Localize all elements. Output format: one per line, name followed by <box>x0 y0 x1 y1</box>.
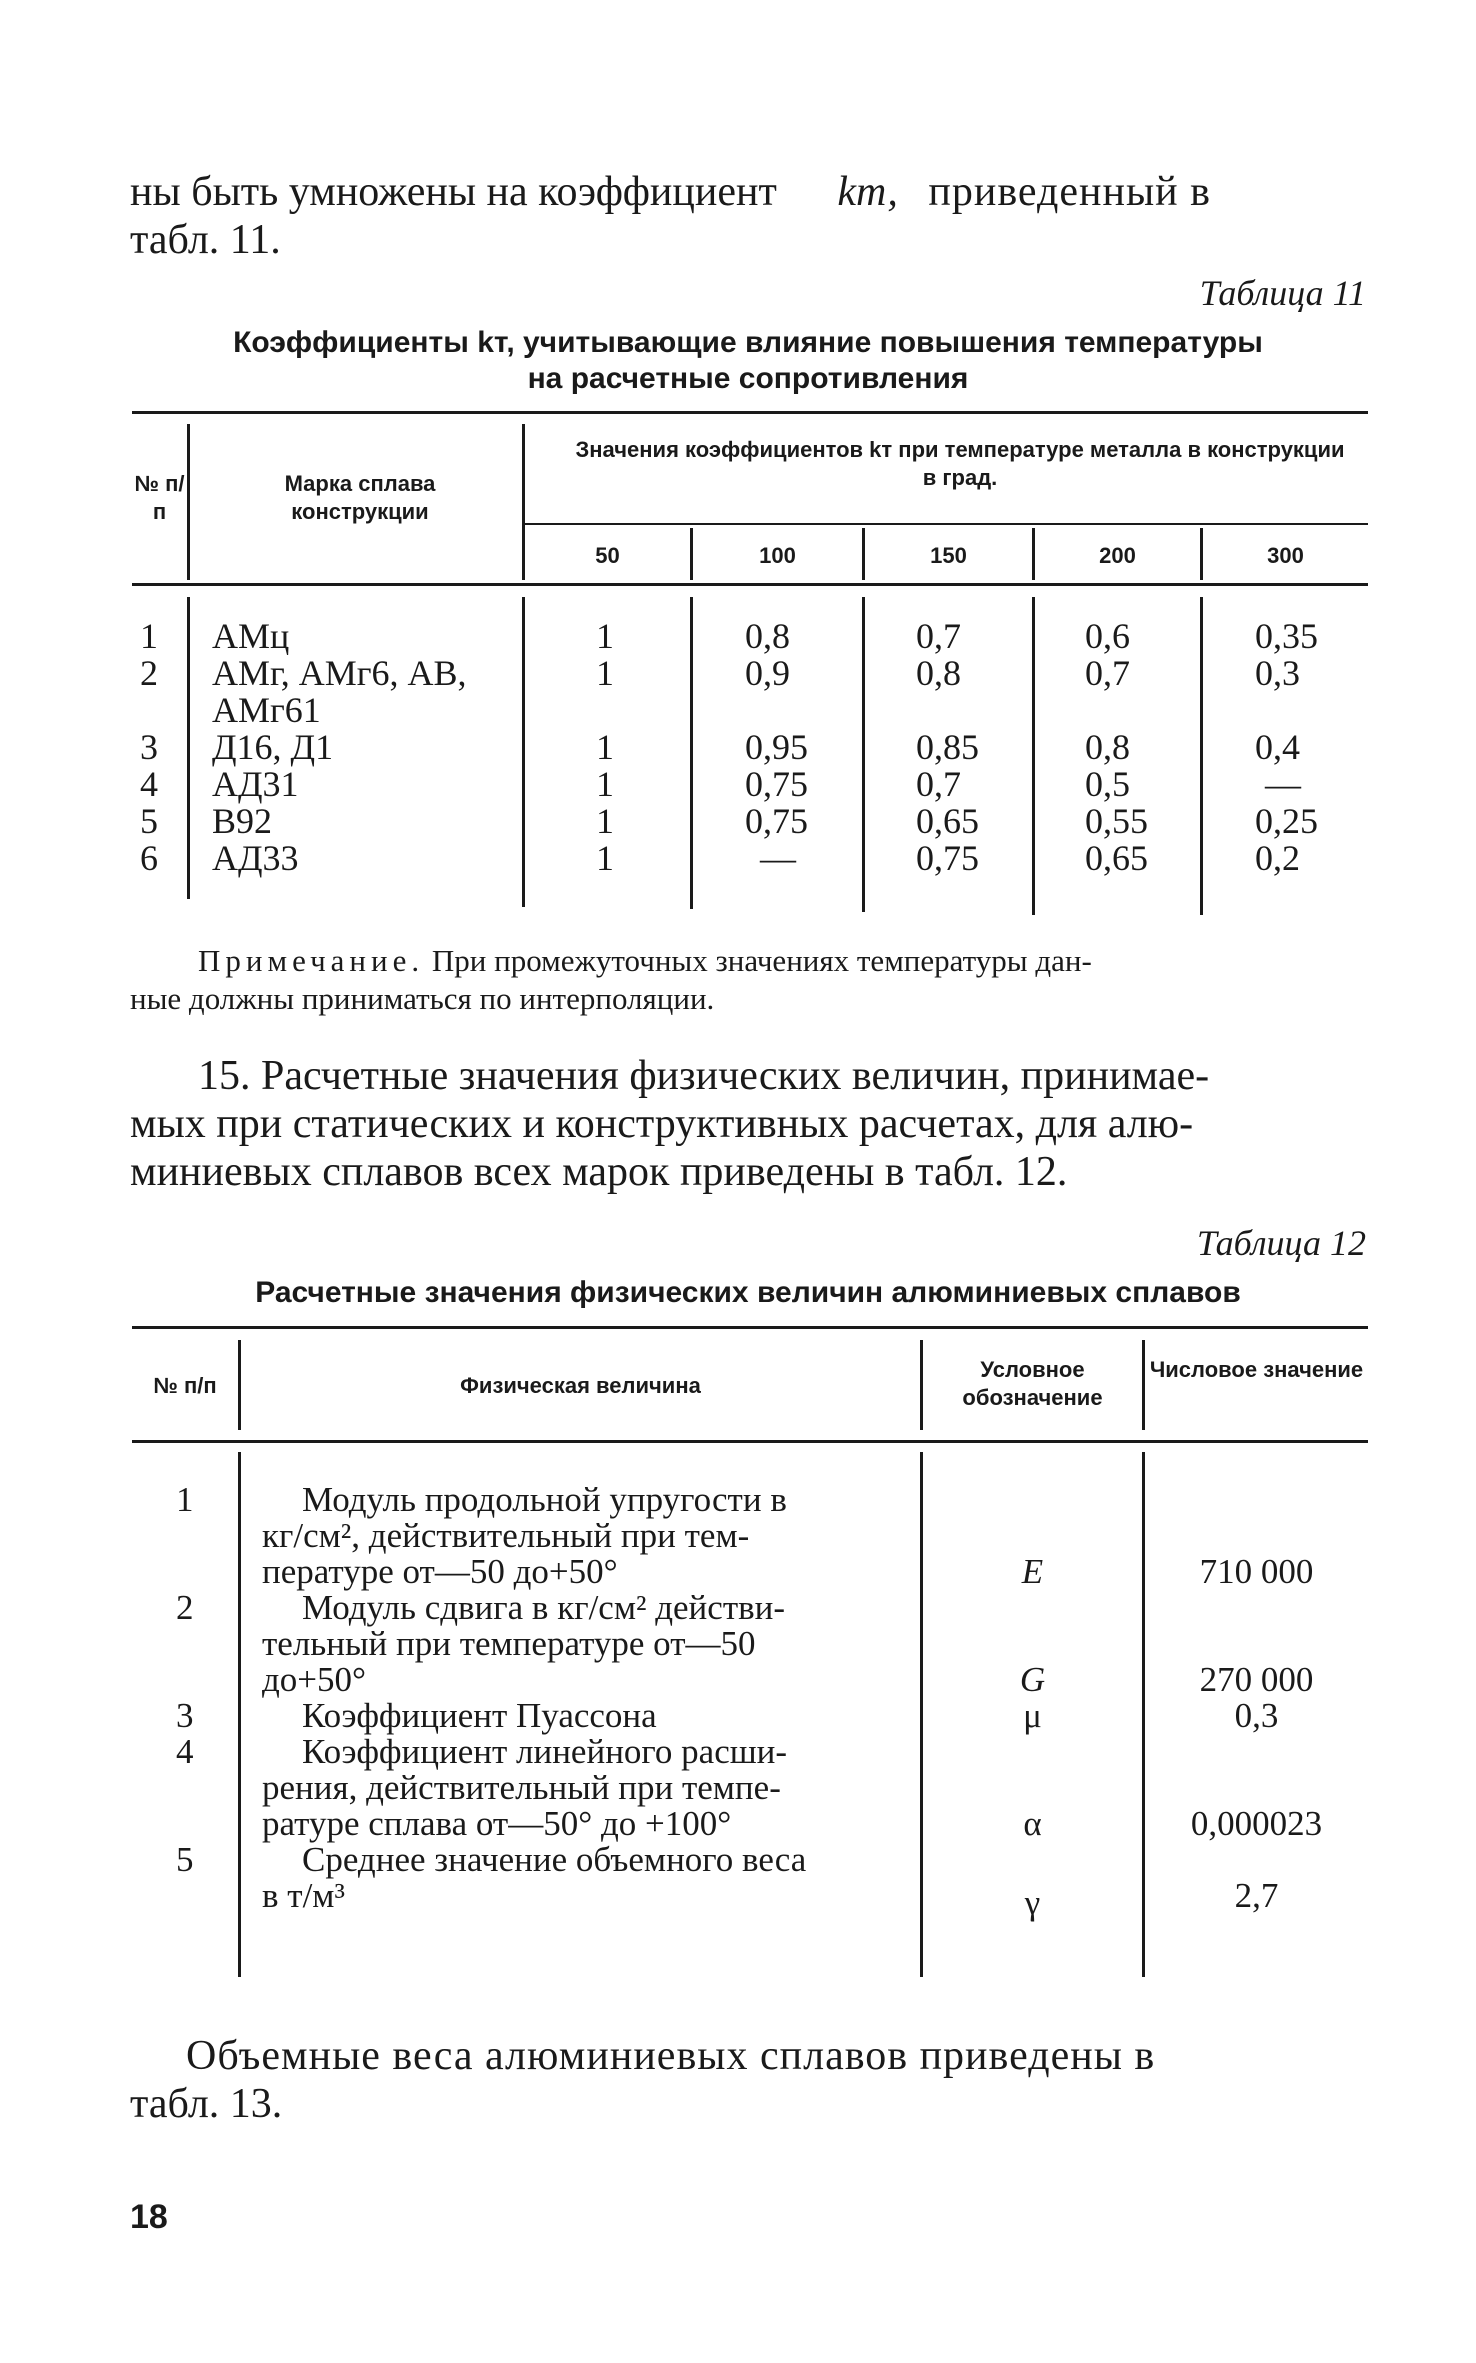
row-val: 1 <box>596 616 614 656</box>
row-val: 0,55 <box>1085 801 1148 841</box>
row-val: 0,2 <box>1255 838 1300 878</box>
row-symbol: G <box>1019 1660 1046 1699</box>
row-no: 4 <box>176 1732 194 1771</box>
row-no: 3 <box>176 1696 194 1735</box>
row-mark: АД33 <box>212 838 299 878</box>
table11-body-vline-4 <box>862 597 865 912</box>
table11-header-rule <box>132 583 1368 586</box>
table12-col-quantity: Физическая величина <box>460 1373 701 1398</box>
table11-title-line2: на расчетные сопротивления <box>527 362 969 395</box>
row-val: 0,75 <box>916 838 979 878</box>
row-val: 0,7 <box>916 764 961 804</box>
row-value: 270 000 <box>1199 1660 1314 1699</box>
row-val: 0,8 <box>916 653 961 693</box>
row-val: 0,35 <box>1255 616 1318 656</box>
row-text: рения, действительный при темпе- <box>262 1768 781 1807</box>
row-val: 1 <box>596 801 614 841</box>
row-text: Коэффициент линейного расши- <box>302 1732 788 1771</box>
row-value: 710 000 <box>1199 1552 1314 1591</box>
note-label: Примечание. <box>198 943 425 978</box>
outro-line1: Объемные веса алюминиевых сплавов приведены в <box>186 2033 1156 2079</box>
table12-top-rule <box>132 1326 1368 1329</box>
table11-body-vline-1 <box>187 597 190 899</box>
row-val: 0,6 <box>1085 616 1130 656</box>
page-number: 18 <box>130 2198 168 2236</box>
row-val: 0,75 <box>745 764 808 804</box>
row-no: 3 <box>140 727 158 767</box>
row-symbol: α <box>1023 1804 1042 1843</box>
row-val: 1 <box>596 764 614 804</box>
para15-line1: 15. Расчетные значения физических величин, принимае- <box>198 1053 1210 1099</box>
row-value: 0,000023 <box>1190 1804 1323 1843</box>
row-mark-text: АМг, АМг6, АВ, АМг61 <box>212 653 467 730</box>
intro-line-1 <box>130 168 1211 216</box>
row-val: 0,25 <box>1255 801 1318 841</box>
table11-group-rule <box>525 523 1368 525</box>
table12-body-vline-1 <box>238 1452 241 1977</box>
table11-temp-50: 50 <box>595 543 620 568</box>
row-val: 0,65 <box>916 801 979 841</box>
row-value: 2,7 <box>1234 1876 1279 1915</box>
row-text: Модуль продольной упругости в <box>302 1480 787 1519</box>
table11-col-no: № п/п <box>134 471 185 524</box>
row-symbol: μ <box>1023 1696 1042 1735</box>
table12-col-no: № п/п <box>153 1373 217 1398</box>
para15-line3: миниевых сплавов всех марок приведены в табл. 12. <box>130 1149 1068 1195</box>
row-mark: Д16, Д1 <box>212 727 334 767</box>
row-val: 0,8 <box>745 616 790 656</box>
note-text-1: При промежуточных значениях температуры дан- <box>431 943 1092 978</box>
table11-temp-300: 300 <box>1267 543 1304 568</box>
row-no: 2 <box>176 1588 194 1627</box>
row-val: 1 <box>596 653 614 693</box>
row-symbol: γ <box>1024 1883 1041 1922</box>
row-val: — <box>760 838 796 878</box>
row-no: 4 <box>140 764 158 804</box>
row-text: Коэффициент Пуассона <box>302 1696 657 1735</box>
row-mark: АМц <box>212 616 290 656</box>
intro-text-b: приведенный в <box>928 169 1211 215</box>
outro-line2: табл. 13. <box>130 2081 283 2127</box>
row-mark <box>212 655 512 729</box>
row-no: 6 <box>140 838 158 878</box>
table12-title: Расчетные значения физических величин алюминиевых сплавов <box>255 1276 1241 1309</box>
table11-col-group: Значения коэффициентов kт при температуре металла в конструкции в град. <box>575 437 1345 490</box>
intro-coefficient: kт, <box>837 169 898 215</box>
row-val: 0,4 <box>1255 727 1300 767</box>
table12-hdr-vline-3 <box>1142 1340 1145 1430</box>
table11-body-vline-6 <box>1200 597 1203 915</box>
row-val: 0,5 <box>1085 764 1130 804</box>
table11-temp-100: 100 <box>759 543 796 568</box>
row-no: 5 <box>140 801 158 841</box>
row-text: Среднее значение объемного веса <box>302 1840 807 1879</box>
row-text: тельный при температуре от—50 <box>262 1624 756 1663</box>
row-mark: АД31 <box>212 764 299 804</box>
row-val: 0,3 <box>1255 653 1300 693</box>
table11-temp-200: 200 <box>1099 543 1136 568</box>
row-no: 1 <box>176 1480 194 1519</box>
table11-note-line2: ные должны приниматься по интерполяции. <box>130 981 715 1016</box>
row-symbol: E <box>1021 1552 1044 1591</box>
table12-col-symbol: Условное обозначение <box>962 1357 1103 1410</box>
row-val: 0,95 <box>745 727 808 767</box>
table11-body-vline-3 <box>690 597 693 909</box>
table12-caption: Таблица 12 <box>1196 1223 1366 1263</box>
table11-caption: Таблица 11 <box>1199 273 1366 313</box>
row-val: 0,75 <box>745 801 808 841</box>
table11-hdr-vline-1 <box>187 424 190 580</box>
table11-body-vline-2 <box>522 597 525 907</box>
row-no: 1 <box>140 616 158 656</box>
table11-temp-150: 150 <box>930 543 967 568</box>
row-val: 0,85 <box>916 727 979 767</box>
row-val: 0,7 <box>916 616 961 656</box>
table12-header-rule <box>132 1440 1368 1443</box>
row-no: 2 <box>140 653 158 693</box>
intro-line-2: табл. 11. <box>130 217 281 263</box>
row-val: 0,8 <box>1085 727 1130 767</box>
table11-title-line1: Коэффициенты kт, учитывающие влияние повышения температуры <box>233 326 1263 359</box>
row-val: 0,7 <box>1085 653 1130 693</box>
para15-line2: мых при статических и конструктивных расчетах, для алю- <box>130 1101 1194 1147</box>
row-text: до+50° <box>262 1660 367 1699</box>
row-text: ратуре сплава от—50° до +100° <box>262 1804 732 1843</box>
table11-body-vline-5 <box>1032 597 1035 915</box>
row-value: 0,3 <box>1234 1696 1279 1735</box>
table11-top-rule <box>132 411 1368 414</box>
table11-note-line1 <box>198 942 1092 980</box>
row-val: 1 <box>596 838 614 878</box>
row-mark: В92 <box>212 801 273 841</box>
row-val: 0,65 <box>1085 838 1148 878</box>
table12-col-value: Числовое значение <box>1149 1357 1364 1382</box>
row-text: пературе от—50 до+50° <box>262 1552 618 1591</box>
intro-text-a: ны быть умножены на коэффициент <box>130 169 777 215</box>
table11-col-mark: Марка сплава конструкции <box>284 471 436 524</box>
row-val: — <box>1265 764 1301 804</box>
row-no: 5 <box>176 1840 194 1879</box>
row-val: 1 <box>596 727 614 767</box>
row-val: 0,9 <box>745 653 790 693</box>
row-text: в т/м³ <box>262 1876 345 1915</box>
row-text: Модуль сдвига в кг/см² действи- <box>302 1588 786 1627</box>
row-text: кг/см², действительный при тем- <box>262 1516 750 1555</box>
